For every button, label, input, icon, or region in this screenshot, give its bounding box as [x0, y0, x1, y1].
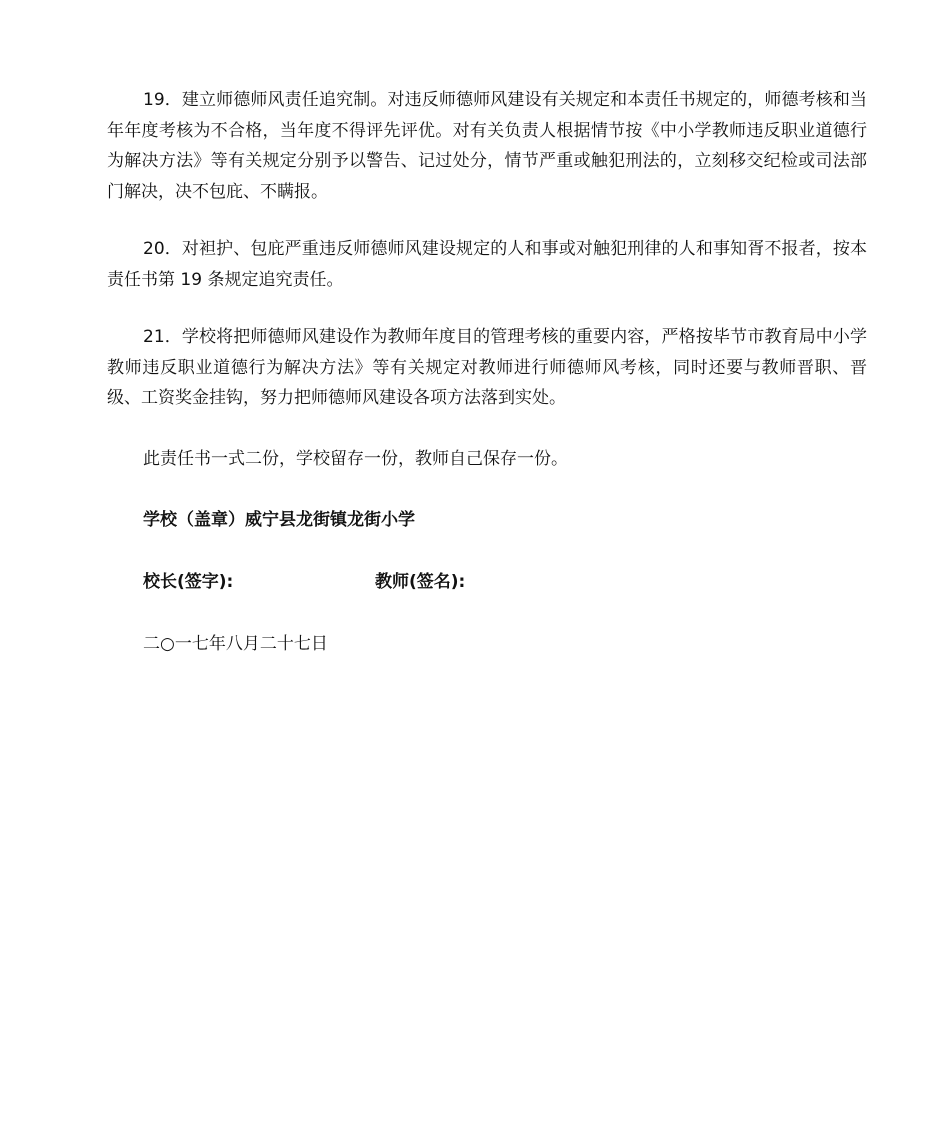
paragraph-21-text: 21．学校将把师德师风建设作为教师年度目的管理考核的重要内容，严格按毕节市教育局中小学教师违反职业道德行为解决方法》等有关规定对教师进行师德师风考核，同时还要与教师晋职、晋级、工资奖金挂钩，努力把师德师风建设各项方法落到实处。	[107, 327, 867, 408]
paragraph-19-text: 19．建立师德师风责任追究制。对违反师德师风建设有关规定和本责任书规定的，师德考核和当年年度考核为不合格，当年度不得评先评优。对有关负责人根据情节按《中小学教师违反职业道德行为解决方法》等有关规定分别予以警告、记过处分，情节严重或触犯刑法的，立刻移交纪检或司法部门解决，决不包庇、不瞒报。	[107, 90, 867, 202]
principal-signature-label: 校长(签字):	[143, 572, 234, 592]
paragraph-20	[107, 234, 867, 295]
paragraph-19	[107, 85, 867, 207]
paragraph-21	[107, 322, 867, 414]
document-date: 二○一七年八月二十七日	[143, 634, 328, 654]
copies-note: 此责任书一式二份，学校留存一份，教师自己保存一份。	[143, 449, 568, 469]
teacher-signature-label: 教师(签名):	[375, 572, 466, 592]
paragraph-20-text: 20．对袒护、包庇严重违反师德师风建设规定的人和事或对触犯刑律的人和事知胥不报者，按本责任书第 19 条规定追究责任。	[107, 239, 867, 290]
school-seal-line: 学校（盖章）威宁县龙街镇龙街小学	[143, 510, 415, 530]
